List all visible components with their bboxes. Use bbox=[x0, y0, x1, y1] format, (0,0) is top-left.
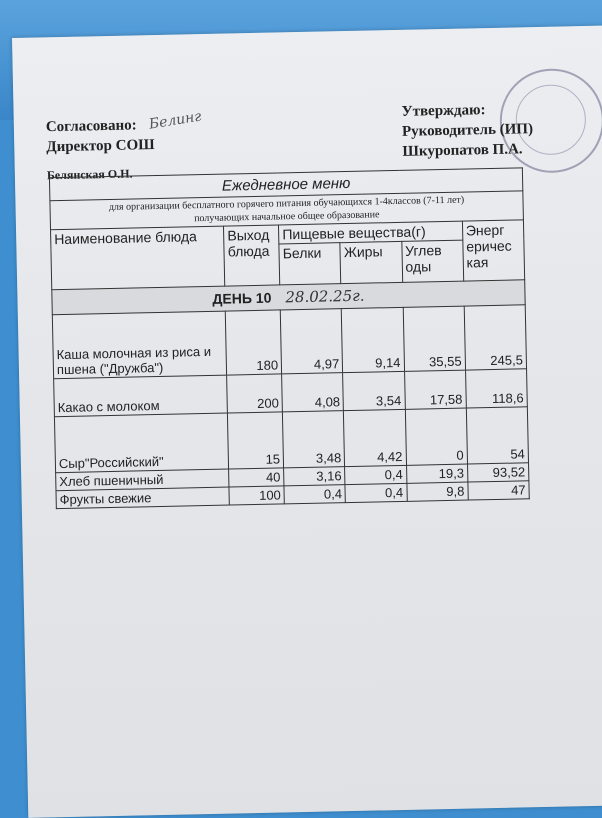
dish-name: Каша молочная из риса и пшена ("Дружба") bbox=[52, 311, 227, 379]
dish-protein: 3,48 bbox=[283, 411, 345, 468]
dish-protein: 0,4 bbox=[284, 485, 346, 504]
dish-carbs: 0 bbox=[405, 408, 467, 465]
manager-position: Руководитель (ИП) bbox=[401, 121, 534, 140]
col-header-name: Наименование блюда bbox=[51, 226, 225, 290]
dish-protein: 4,97 bbox=[280, 309, 343, 374]
menu-sheet bbox=[12, 25, 602, 817]
menu-table bbox=[49, 167, 530, 509]
dish-fat: 9,14 bbox=[342, 307, 405, 372]
menu-title: Ежедневное меню bbox=[49, 168, 522, 201]
menu-subtitle-line1: для организации бесплатного горячего питания обучающихся 1-4классов (7-11 лет) bbox=[108, 194, 465, 214]
dish-yield: 15 bbox=[228, 412, 284, 469]
dish-name: Сыр"Российский" bbox=[54, 413, 228, 473]
handwritten-signature: Белинг bbox=[147, 108, 203, 133]
approved-label: Согласовано: bbox=[45, 117, 137, 136]
dish-yield: 100 bbox=[229, 486, 284, 505]
menu-subtitle-line2: получающих начальное общее образование bbox=[194, 209, 380, 225]
dish-energy: 245,5 bbox=[464, 305, 527, 370]
dish-name: Хлеб пшеничный bbox=[56, 469, 230, 491]
dish-energy: 54 bbox=[466, 407, 528, 464]
dish-yield: 180 bbox=[225, 310, 281, 375]
day-label: ДЕНЬ 10 bbox=[212, 289, 272, 307]
dish-fat: 3,54 bbox=[343, 371, 405, 410]
col-header-fat: Жиры bbox=[340, 241, 402, 283]
handwritten-date: 28.02.25г. bbox=[285, 286, 365, 307]
dish-fat: 0,4 bbox=[345, 483, 407, 502]
dish-fat: 0,4 bbox=[345, 465, 407, 484]
dish-carbs: 35,55 bbox=[403, 306, 466, 371]
director-position: Директор СОШ bbox=[46, 137, 155, 156]
col-header-yield: Выход блюда bbox=[224, 225, 280, 286]
dish-name: Фрукты свежие bbox=[56, 487, 230, 509]
approve-label: Утверждаю: bbox=[401, 102, 486, 120]
dish-carbs: 19,3 bbox=[406, 464, 468, 483]
dish-carbs: 9,8 bbox=[406, 482, 468, 501]
manager-name: Шкуропатов П.А. bbox=[402, 141, 523, 160]
table-row bbox=[54, 407, 528, 473]
approval-block-right bbox=[401, 99, 533, 162]
col-header-protein: Белки bbox=[279, 243, 341, 285]
col-header-nutrients: Пищевые вещества(г) bbox=[279, 221, 463, 244]
dish-protein: 4,08 bbox=[282, 373, 344, 412]
dish-energy: 47 bbox=[468, 481, 530, 500]
dish-yield: 40 bbox=[229, 468, 284, 487]
dish-energy: 93,52 bbox=[467, 463, 529, 482]
dish-name: Какао с молоком bbox=[54, 375, 228, 417]
table-row bbox=[52, 305, 526, 379]
col-header-energy: Энерг еричес кая bbox=[462, 220, 524, 281]
col-header-carbs: Углев оды bbox=[401, 240, 463, 282]
director-name: Белянская О.Н. bbox=[46, 166, 133, 183]
dish-carbs: 17,58 bbox=[404, 370, 466, 409]
dish-yield: 200 bbox=[227, 374, 283, 413]
dish-protein: 3,16 bbox=[284, 467, 346, 486]
dish-energy: 118,6 bbox=[465, 369, 527, 408]
dish-fat: 4,42 bbox=[344, 409, 406, 466]
